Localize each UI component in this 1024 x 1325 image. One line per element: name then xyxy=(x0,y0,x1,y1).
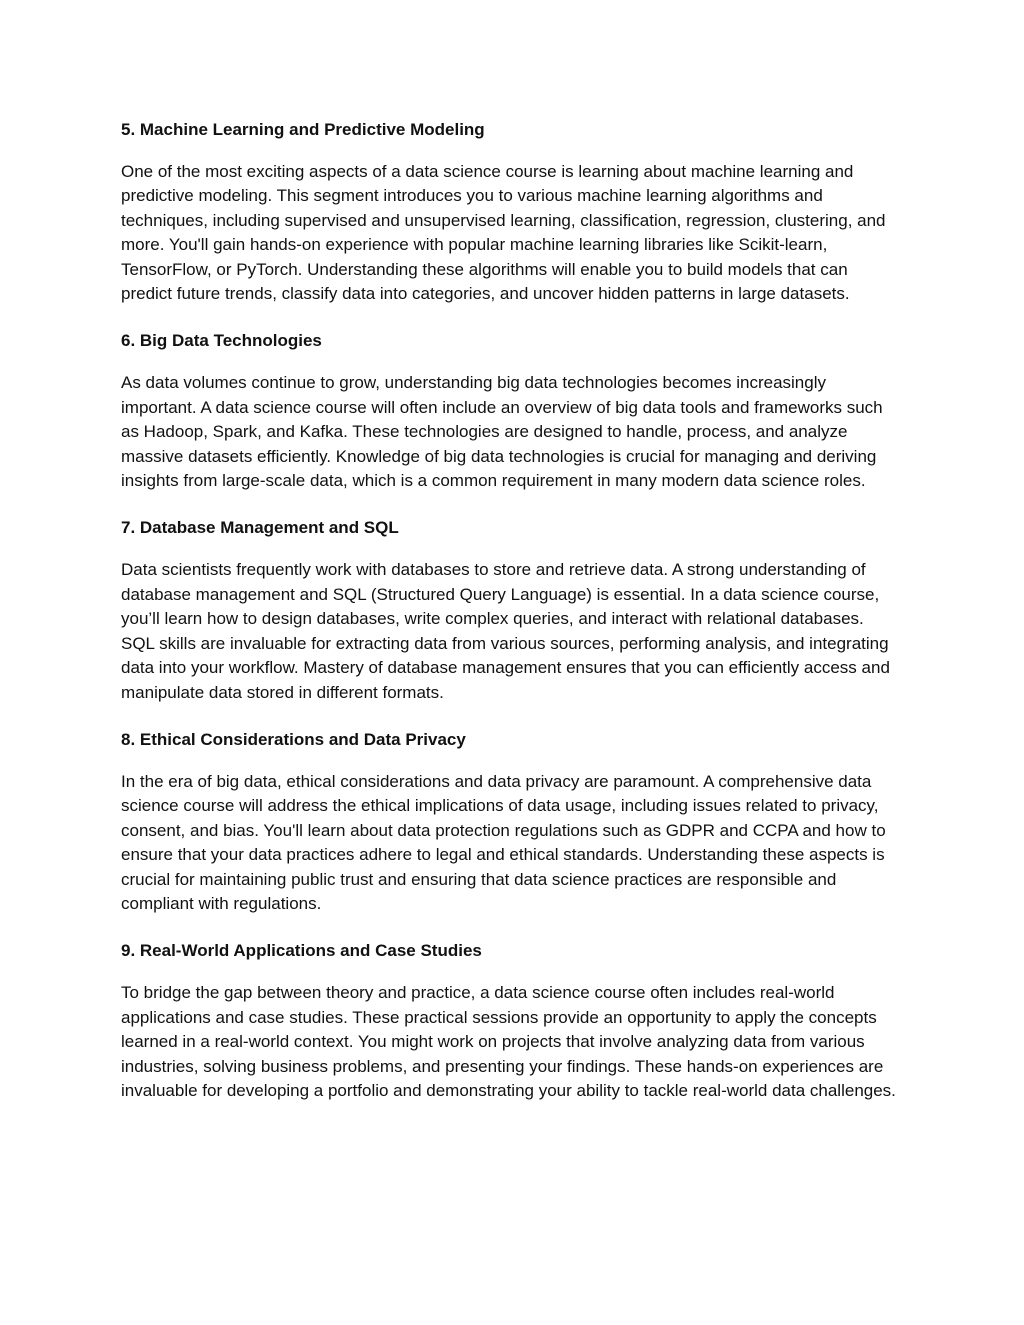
section-paragraph: To bridge the gap between theory and practice, a data science course often includes real-world applications and case studies. These practical sessions provide an opportunity to apply the concepts learned in a real-world context. You might work on projects that involve analyzing data from various industries, solving business problems, and presenting your findings. These hands-on experiences are invaluable for developing a portfolio and demonstrating your ability to tackle real-world data challenges. xyxy=(121,983,896,1100)
section-heading: 7. Database Management and SQL xyxy=(121,518,399,538)
section-paragraph: Data scientists frequently work with databases to store and retrieve data. A strong understanding of database management and SQL (Structured Query Language) is essential. In a data science course, you’ll learn how to design databases, write complex queries, and interact with relational databases. SQL skills are invaluable for extracting data from various sources, performing analysis, and integrating data into your workflow. Mastery of database management ensures that you can efficiently access and manipulate data stored in different formats. xyxy=(121,560,890,702)
section-machine-learning xyxy=(121,118,896,306)
section-database-sql xyxy=(121,516,896,704)
section-paragraph: As data volumes continue to grow, understanding big data technologies becomes increasingly important. A data science course will often include an overview of big data tools and frameworks such as Hadoop, Spark, and Kafka. These technologies are designed to handle, process, and analyze massive datasets efficiently. Knowledge of big data technologies is crucial for managing and deriving insights from large-scale data, which is a common requirement in many modern data science roles. xyxy=(121,373,883,491)
section-ethics-privacy xyxy=(121,728,896,916)
section-heading: 6. Big Data Technologies xyxy=(121,331,322,351)
section-big-data xyxy=(121,329,896,493)
document-page xyxy=(121,118,896,1126)
section-heading: 9. Real-World Applications and Case Studies xyxy=(121,941,482,961)
section-heading: 8. Ethical Considerations and Data Privacy xyxy=(121,729,466,749)
section-case-studies xyxy=(121,939,896,1103)
section-heading: 5. Machine Learning and Predictive Modeling xyxy=(121,120,485,139)
section-paragraph: One of the most exciting aspects of a data science course is learning about machine learning and predictive modeling. This segment introduces you to various machine learning algorithms and techniques, including supervised and unsupervised learning, classification, regression, clustering, and more. You'll gain hands-on experience with popular machine learning libraries like Scikit-learn, TensorFlow, or PyTorch. Understanding these algorithms will enable you to build models that can predict future trends, classify data into categories, and uncover hidden patterns in large datasets. xyxy=(121,162,886,304)
section-paragraph: In the era of big data, ethical considerations and data privacy are paramount. A comprehensive data science course will address the ethical implications of data usage, including issues related to privacy, consent, and bias. You'll learn about data protection regulations such as GDPR and CCPA and how to ensure that your data practices adhere to legal and ethical standards. Understanding these aspects is crucial for maintaining public trust and ensuring that data science practices are responsible and compliant with regulations. xyxy=(121,771,886,913)
